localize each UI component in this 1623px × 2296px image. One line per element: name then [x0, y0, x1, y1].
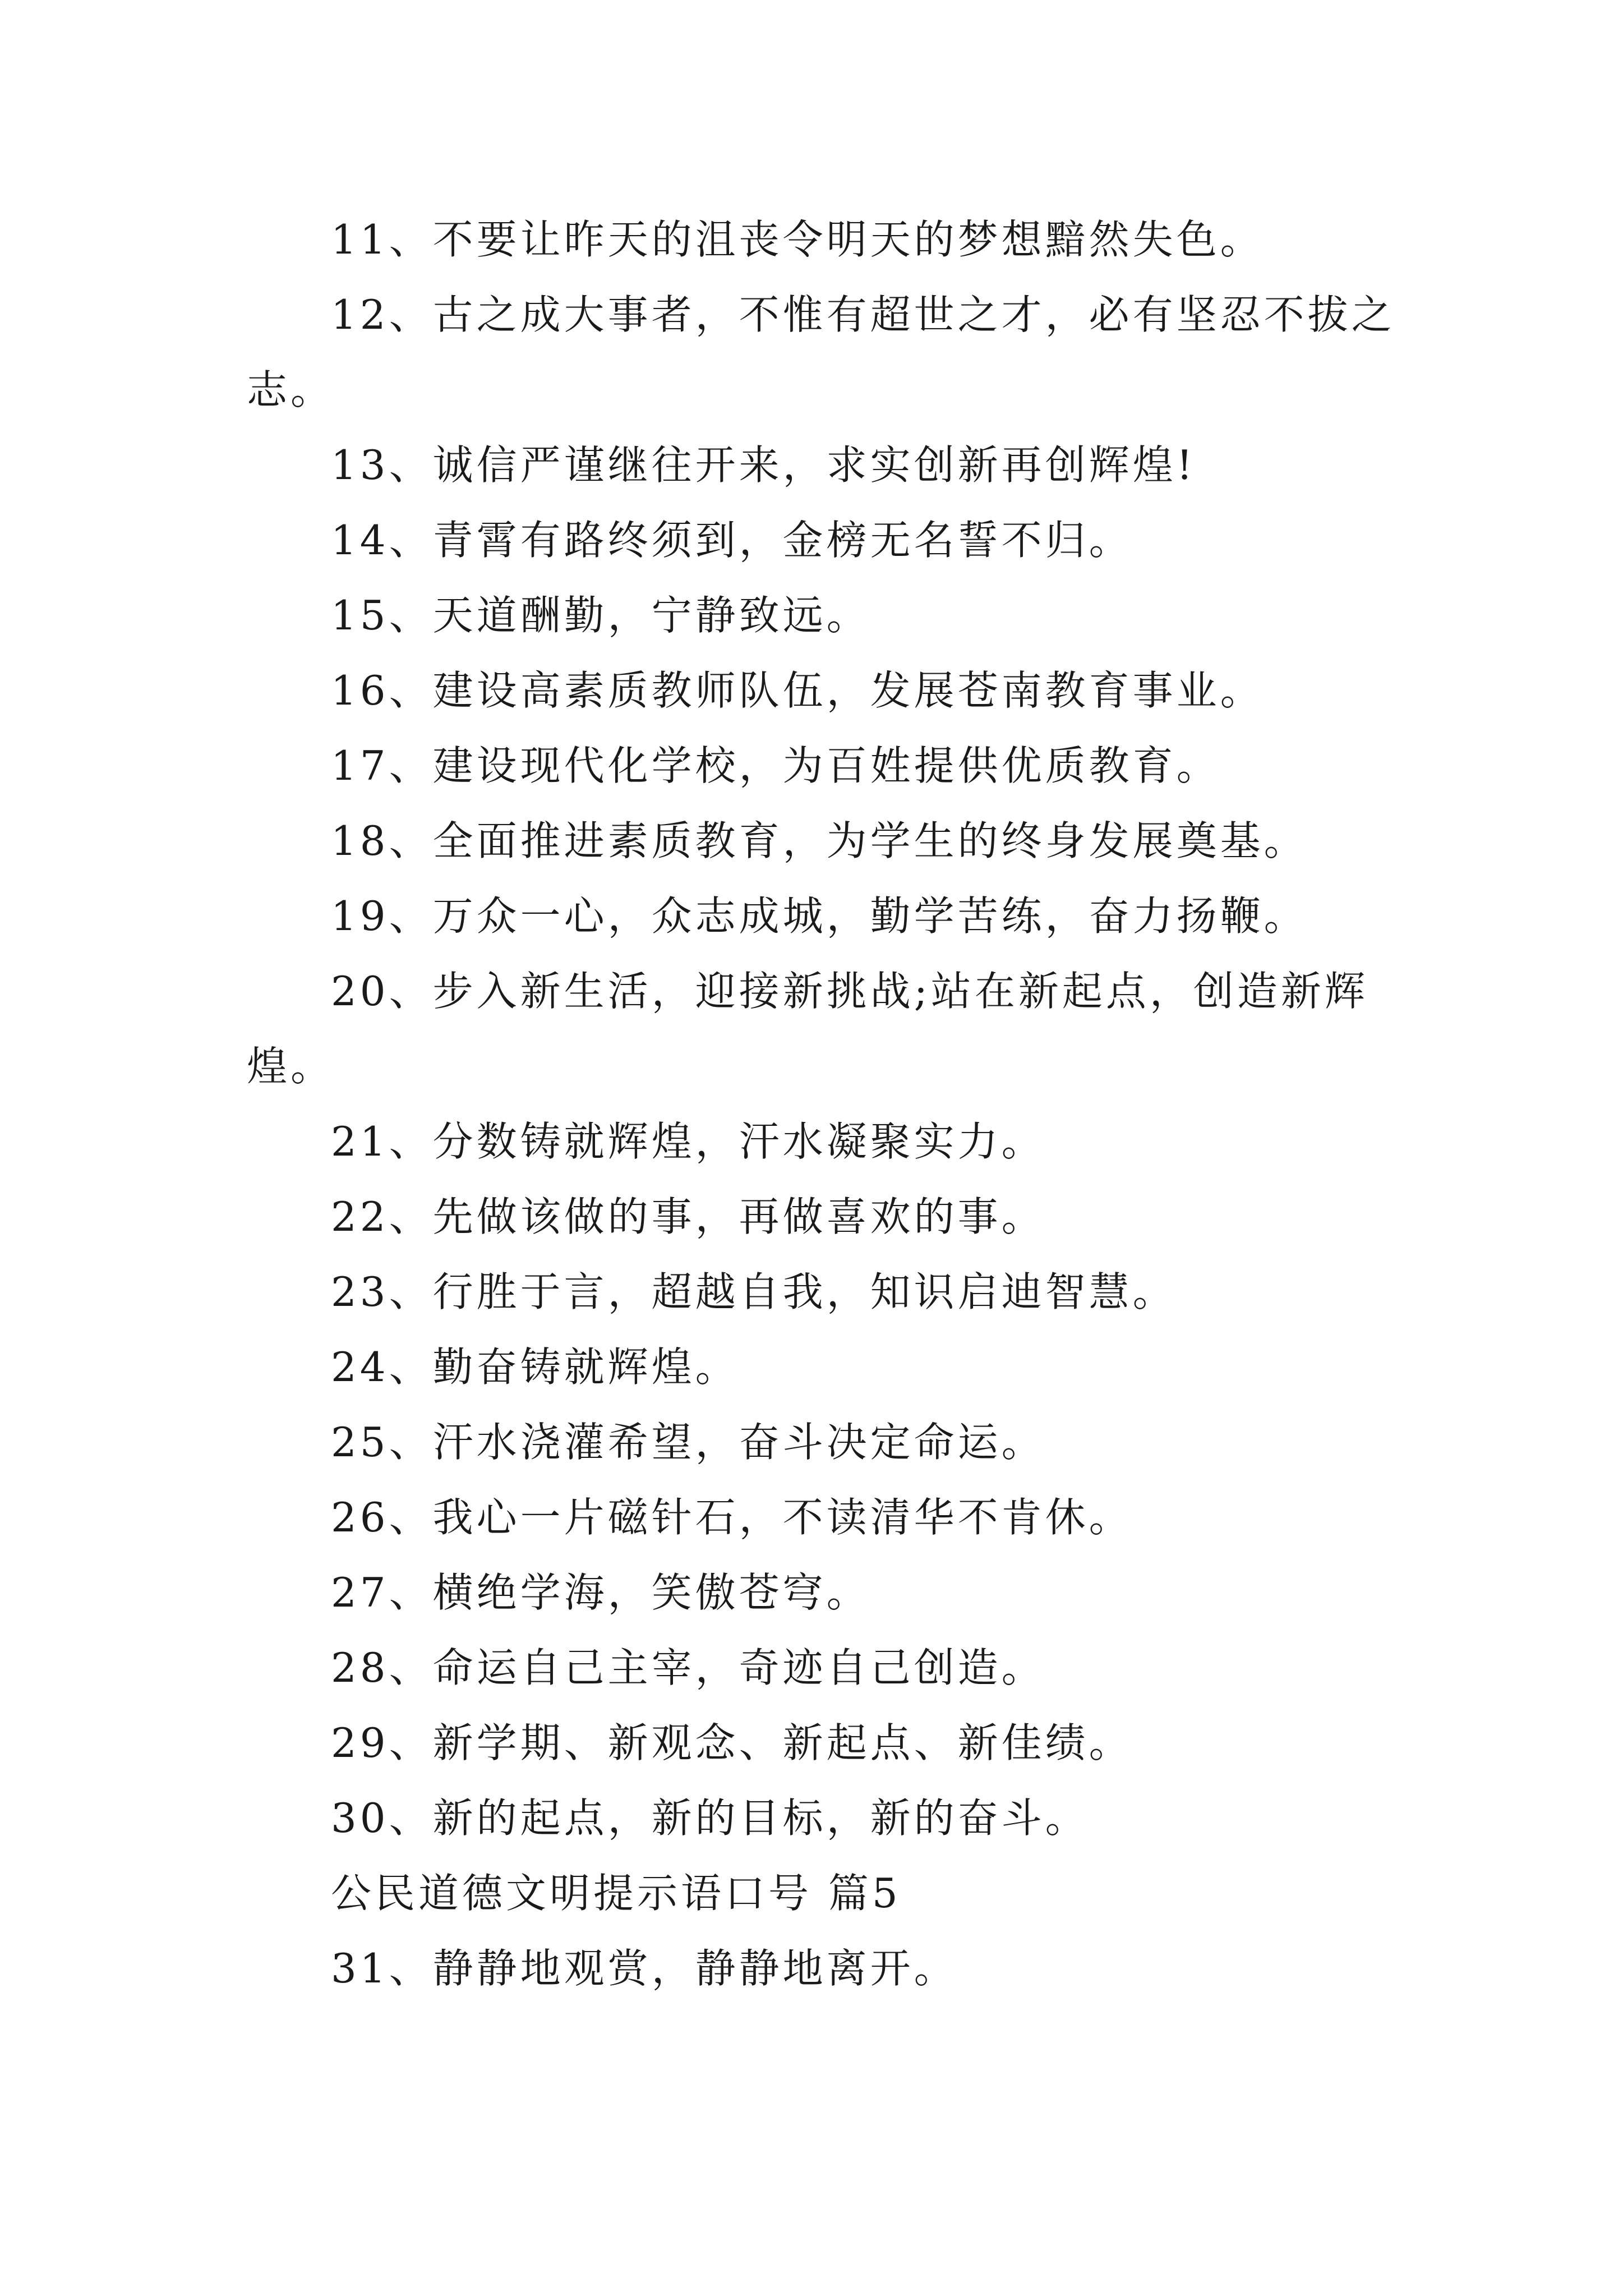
slogan-line-19: 19、万众一心，众志成城，勤学苦练，奋力扬鞭。: [331, 892, 1308, 940]
slogan-line-30: 30、新的起点，新的目标，新的奋斗。: [331, 1795, 1089, 1842]
slogan-line-31: 31、静静地观赏，静静地离开。: [331, 1945, 958, 1992]
slogan-line-17: 17、建设现代化学校，为百姓提供优质教育。: [331, 742, 1220, 789]
slogan-line-14: 14、青霄有路终须到，金榜无名誓不归。: [331, 517, 1133, 564]
slogan-line-20-continued: 煌。: [247, 1043, 335, 1090]
slogan-line-28: 28、命运自己主宰，奇迹自己创造。: [331, 1644, 1045, 1691]
slogan-line-15: 15、天道酬勤，宁静致远。: [331, 592, 870, 639]
slogan-line-11: 11、不要让昨天的沮丧令明天的梦想黯然失色。: [331, 216, 1264, 263]
section-heading: 公民道德文明提示语口号 篇5: [331, 1870, 901, 1917]
slogan-line-22: 22、先做该做的事，再做喜欢的事。: [331, 1193, 1045, 1240]
slogan-line-25: 25、汗水浇灌希望，奋斗决定命运。: [331, 1419, 1045, 1466]
slogan-line-18: 18、全面推进素质教育，为学生的终身发展奠基。: [331, 817, 1308, 864]
slogan-line-27: 27、横绝学海，笑傲苍穹。: [331, 1569, 870, 1616]
slogan-line-23: 23、行胜于言，超越自我，知识启迪智慧。: [331, 1268, 1177, 1315]
document-body: [247, 202, 1395, 2006]
slogan-line-13: 13、诚信严谨继往开来，求实创新再创辉煌!: [331, 441, 1196, 489]
slogan-line-12: 12、古之成大事者，不惟有超世之才，必有坚忍不拔之: [331, 291, 1395, 338]
slogan-line-24: 24、勤奋铸就辉煌。: [331, 1343, 739, 1391]
slogan-line-29: 29、新学期、新观念、新起点、新佳绩。: [331, 1719, 1133, 1766]
slogan-line-12-continued: 志。: [247, 366, 335, 413]
slogan-line-16: 16、建设高素质教师队伍，发展苍南教育事业。: [331, 667, 1264, 714]
slogan-line-26: 26、我心一片磁针石，不读清华不肯休。: [331, 1494, 1133, 1541]
slogan-line-21: 21、分数铸就辉煌，汗水凝聚实力。: [331, 1118, 1045, 1165]
slogan-line-20: 20、步入新生活，迎接新挑战;站在新起点，创造新辉: [331, 968, 1368, 1015]
